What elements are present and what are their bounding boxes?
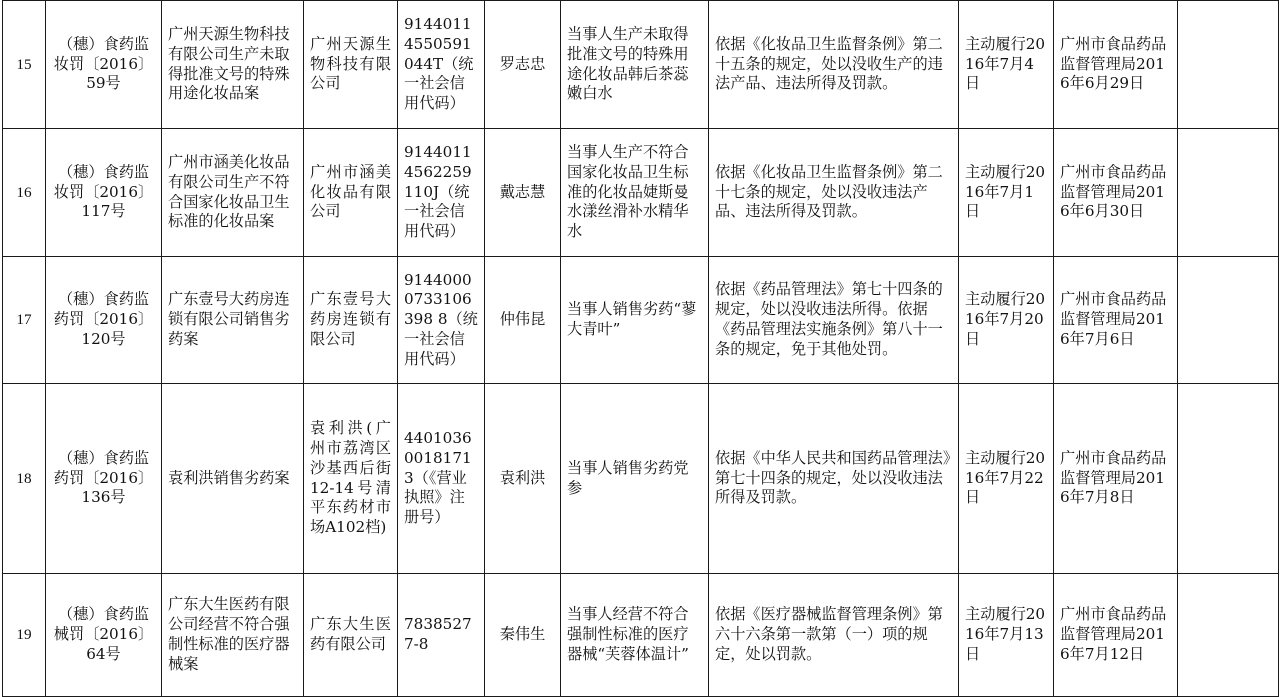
document-number: （穗）食药监妆罚〔2016〕117号 [46,129,162,257]
violation-facts: 当事人生产未取得批准文号的特殊用途化妆品韩后茶蕊嫩白水 [561,1,709,129]
credit-code: 91440114562259110J（统一社会信用代码） [398,129,485,257]
row-number: 18 [3,384,46,574]
row-number: 17 [3,257,46,384]
row-number: 19 [3,574,46,697]
performance-status: 主动履行2016年7月13日 [959,574,1054,697]
legal-representative: 仲伟昆 [485,257,561,384]
table-row [3,1,1279,129]
penalty-table [2,0,1279,697]
credit-code: 91440114550591044T（统一社会信用代码） [398,1,485,129]
credit-code: 44010360018171 3（《营业执照》注册号） [398,384,485,574]
table-row [3,129,1279,257]
party-name: 广东壹号大药房连锁有限公司 [304,257,398,384]
document-number: （穗）食药监药罚〔2016〕136号 [46,384,162,574]
issuing-organ-date: 广州市食品药品监督管理局2016年6月30日 [1054,129,1178,257]
violation-facts: 当事人经营不符合强制性标准的医疗器械“芙蓉体温计” [561,574,709,697]
performance-status: 主动履行2016年7月22日 [959,384,1054,574]
penalty-basis: 依据《中华人民共和国药品管理法》第七十四条的规定，处以没收违法所得及罚款。 [709,384,959,574]
issuing-organ-date: 广州市食品药品监督管理局2016年7月6日 [1054,257,1178,384]
issuing-organ-date: 广州市食品药品监督管理局2016年7月12日 [1054,574,1178,697]
remarks [1178,384,1279,574]
remarks [1178,1,1279,129]
case-name: 广州市涵美化妆品有限公司生产不符合国家化妆品卫生标准的化妆品案 [162,129,304,257]
legal-representative: 罗志忠 [485,1,561,129]
case-name: 广州天源生物科技有限公司生产未取得批准文号的特殊用途化妆品案 [162,1,304,129]
row-number: 15 [3,1,46,129]
penalty-basis: 依据《化妆品卫生监督条例》第二十五条的规定，处以没收生产的违法产品、违法所得及罚款。 [709,1,959,129]
case-name: 广东壹号大药房连锁有限公司销售劣药案 [162,257,304,384]
penalty-basis: 依据《医疗器械监督管理条例》第六十六条第一款第（一）项的规定，处以罚款。 [709,574,959,697]
party-name: 广东大生医药有限公司 [304,574,398,697]
performance-status: 主动履行2016年7月20日 [959,257,1054,384]
case-name: 广东大生医药有限公司经营不符合强制性标准的医疗器械案 [162,574,304,697]
party-name: 袁利洪(广州市荔湾区沙基西后街12-14号清平东药材市场A102档) [304,384,398,574]
penalty-basis: 依据《化妆品卫生监督条例》第二十七条的规定，处以没收违法产品、违法所得及罚款。 [709,129,959,257]
violation-facts: 当事人销售劣药党参 [561,384,709,574]
remarks [1178,574,1279,697]
issuing-organ-date: 广州市食品药品监督管理局2016年7月8日 [1054,384,1178,574]
legal-representative: 秦伟生 [485,574,561,697]
penalty-basis: 依据《药品管理法》第七十四条的规定，处以没收违法所得。依据《药品管理法实施条例》第八十一条的规定，免于其他处罚。 [709,257,959,384]
violation-facts: 当事人销售劣药“蓼大青叶” [561,257,709,384]
credit-code: 91440000733106398 8（统一社会信用代码） [398,257,485,384]
violation-facts: 当事人生产不符合国家化妆品卫生标准的化妆品婕斯曼水漾丝滑补水精华水 [561,129,709,257]
table-row [3,257,1279,384]
legal-representative: 戴志慧 [485,129,561,257]
table-row [3,574,1279,697]
row-number: 16 [3,129,46,257]
legal-representative: 袁利洪 [485,384,561,574]
issuing-organ-date: 广州市食品药品监督管理局2016年6月29日 [1054,1,1178,129]
case-name: 袁利洪销售劣药案 [162,384,304,574]
remarks [1178,129,1279,257]
credit-code: 78385277-8 [398,574,485,697]
remarks [1178,257,1279,384]
document-number: （穗）食药监妆罚〔2016〕59号 [46,1,162,129]
performance-status: 主动履行2016年7月4日 [959,1,1054,129]
document-number: （穗）食药监药罚〔2016〕120号 [46,257,162,384]
table-row [3,384,1279,574]
performance-status: 主动履行2016年7月1日 [959,129,1054,257]
document-number: （穗）食药监械罚〔2016〕64号 [46,574,162,697]
party-name: 广州市涵美化妆品有限公司 [304,129,398,257]
party-name: 广州天源生物科技有限公司 [304,1,398,129]
